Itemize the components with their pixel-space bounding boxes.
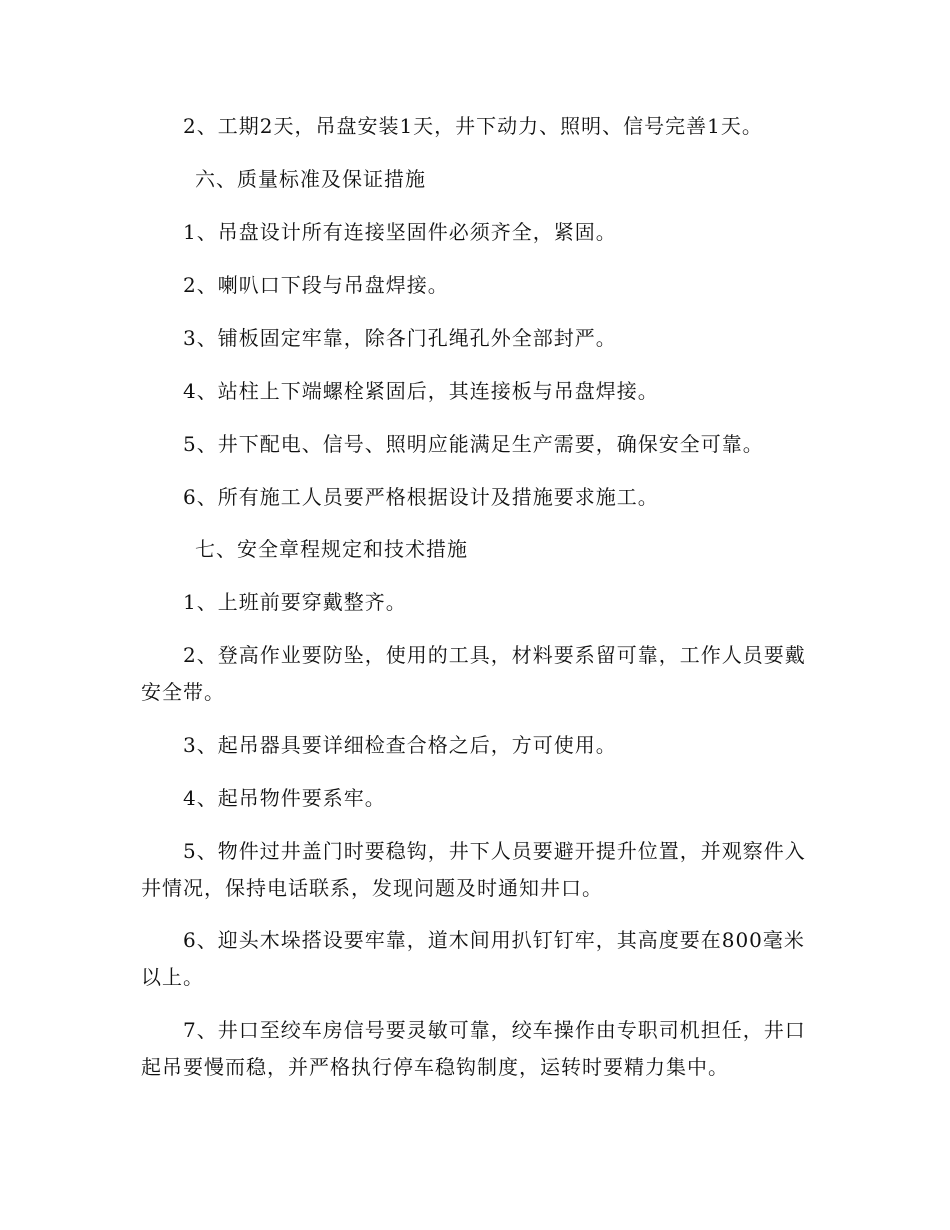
quality-item-4: 4、站柱上下端螺栓紧固后，其连接板与吊盘焊接。 xyxy=(183,379,659,403)
quality-item-6: 6、所有施工人员要严格根据设计及措施要求施工。 xyxy=(183,485,659,509)
quality-item-2: 2、喇叭口下段与吊盘焊接。 xyxy=(183,273,449,297)
quality-item-1: 1、吊盘设计所有连接坚固件必须齐全，紧固。 xyxy=(183,220,617,244)
quality-item-5: 5、井下配电、信号、照明应能满足生产需要，确保安全可靠。 xyxy=(183,432,764,456)
schedule-item-2: 2、工期2天，吊盘安装1天，井下动力、照明、信号完善1天。 xyxy=(183,114,763,138)
safety-item-7: 7、井口至绞车房信号要灵敏可靠，绞车操作由专职司机担任，井口起吊要慢而稳，并严格执行停车稳钩制度，运转时要精力集中。 xyxy=(141,1018,806,1079)
safety-item-1: 1、上班前要穿戴整齐。 xyxy=(183,590,407,614)
section-heading-safety: 七、安全章程规定和技术措施 xyxy=(195,537,468,561)
safety-item-3: 3、起吊器具要详细检查合格之后，方可使用。 xyxy=(183,733,617,757)
quality-item-3: 3、铺板固定牢靠，除各门孔绳孔外全部封严。 xyxy=(183,326,617,350)
safety-item-6: 6、迎头木垛搭设要牢靠，道木间用扒钉钉牢，其高度要在800毫米以上。 xyxy=(141,928,805,989)
safety-item-4: 4、起吊物件要系牢。 xyxy=(183,786,386,810)
safety-item-5: 5、物件过井盖门时要稳钩，井下人员要避开提升位置，并观察件入井情况，保持电话联系，发现问题及时通知井口。 xyxy=(141,839,806,900)
safety-item-2: 2、登高作业要防坠，使用的工具，材料要系留可靠，工作人员要戴安全带。 xyxy=(141,643,806,704)
section-heading-quality: 六、质量标准及保证措施 xyxy=(195,167,426,191)
